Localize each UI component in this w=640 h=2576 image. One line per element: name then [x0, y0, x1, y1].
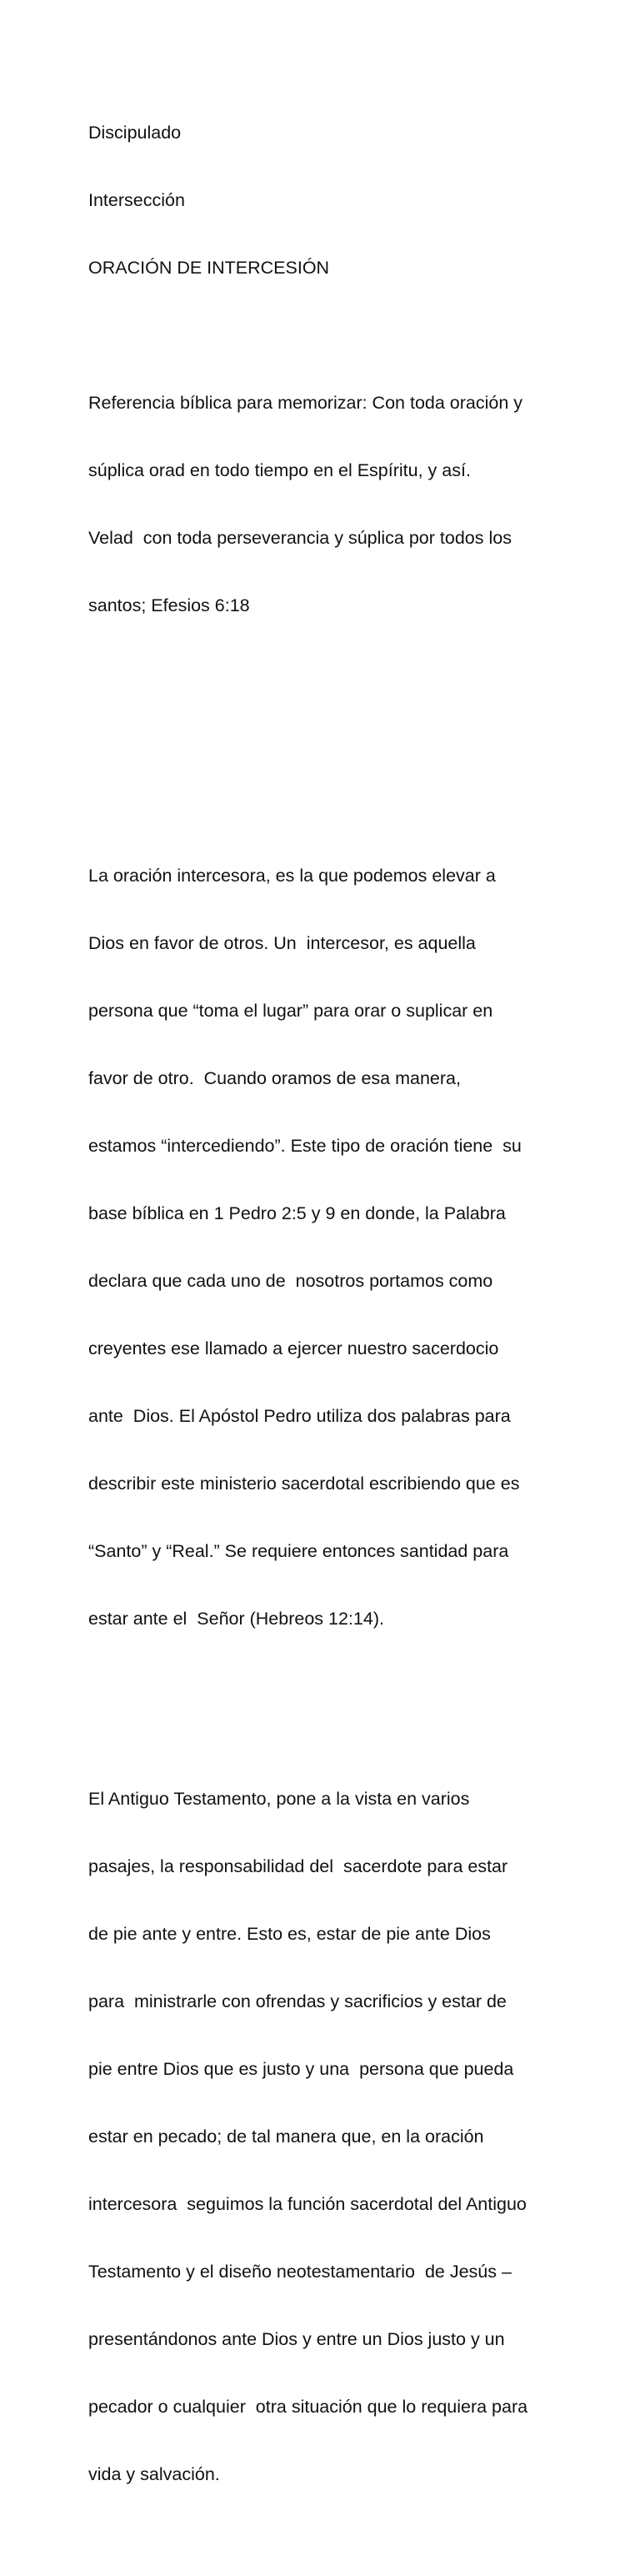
- paragraph-line: estamos “intercediendo”. Este tipo de oración tiene su: [88, 1136, 522, 1156]
- paragraph-line: declara que cada uno de nosotros portamos como: [88, 1271, 493, 1291]
- paragraph-1: [88, 820, 588, 1675]
- paragraph-line: pasajes, la responsabilidad del sacerdote para estar: [88, 1856, 508, 1876]
- paragraph-line: para ministrarle con ofrendas y sacrificios y estar de: [88, 1991, 507, 2011]
- paragraph-line: vida y salvación.: [88, 2464, 220, 2484]
- document-text: [88, 77, 588, 2576]
- verse-line: súplica orad en todo tiempo en el Espíritu, y así.: [88, 460, 471, 480]
- paragraph-line: base bíblica en 1 Pedro 2:5 y 9 en donde, la Palabra: [88, 1203, 506, 1223]
- verse-line: santos; Efesios 6:18: [88, 595, 250, 615]
- verse-line: Referencia bíblica para memorizar: Con toda oración y: [88, 393, 523, 413]
- paragraph-line: La oración intercesora, es la que podemos elevar a: [88, 866, 496, 886]
- paragraph-line: persona que “toma el lugar” para orar o suplicar en: [88, 1001, 493, 1021]
- paragraph-line: El Antiguo Testamento, pone a la vista en varios: [88, 1789, 470, 1809]
- paragraph-line: presentándonos ante Dios y entre un Dios justo y un: [88, 2329, 505, 2349]
- paragraph-line: describir este ministerio sacerdotal escribiendo que es: [88, 1474, 520, 1494]
- lesson-title: ORACIÓN DE INTERCESIÓN: [88, 258, 330, 278]
- paragraph-2: [88, 1743, 588, 2531]
- verse-line: Velad con toda perseverancia y súplica por todos los: [88, 528, 512, 548]
- course-title: Discipulado: [88, 123, 182, 143]
- paragraph-line: Testamento y el diseño neotestamentario de Jesús –: [88, 2262, 512, 2282]
- paragraph-spacer: [88, 730, 588, 752]
- paragraph-line: favor de otro. Cuando oramos de esa manera,: [88, 1068, 461, 1088]
- paragraph-line: pecador o cualquier otra situación que lo requiera para: [88, 2397, 528, 2417]
- memory-verse: [88, 347, 588, 662]
- lesson-subtitle: Intersección: [88, 190, 185, 210]
- paragraph-line: creyentes ese llamado a ejercer nuestro sacerdocio: [88, 1338, 499, 1358]
- paragraph-line: de pie ante y entre. Esto es, estar de pie ante Dios: [88, 1924, 491, 1944]
- paragraph-line: estar en pecado; de tal manera que, en la oración: [88, 2127, 484, 2147]
- paragraph-line: “Santo” y “Real.” Se requiere entonces santidad para: [88, 1541, 509, 1561]
- paragraph-line: ante Dios. El Apóstol Pedro utiliza dos palabras para: [88, 1406, 511, 1426]
- paragraph-line: Dios en favor de otros. Un intercesor, es aquella: [88, 933, 476, 953]
- paragraph-line: intercesora seguimos la función sacerdotal del Antiguo: [88, 2194, 527, 2214]
- paragraph-line: pie entre Dios que es justo y una persona que pueda: [88, 2059, 514, 2079]
- paragraph-line: estar ante el Señor (Hebreos 12:14).: [88, 1609, 384, 1629]
